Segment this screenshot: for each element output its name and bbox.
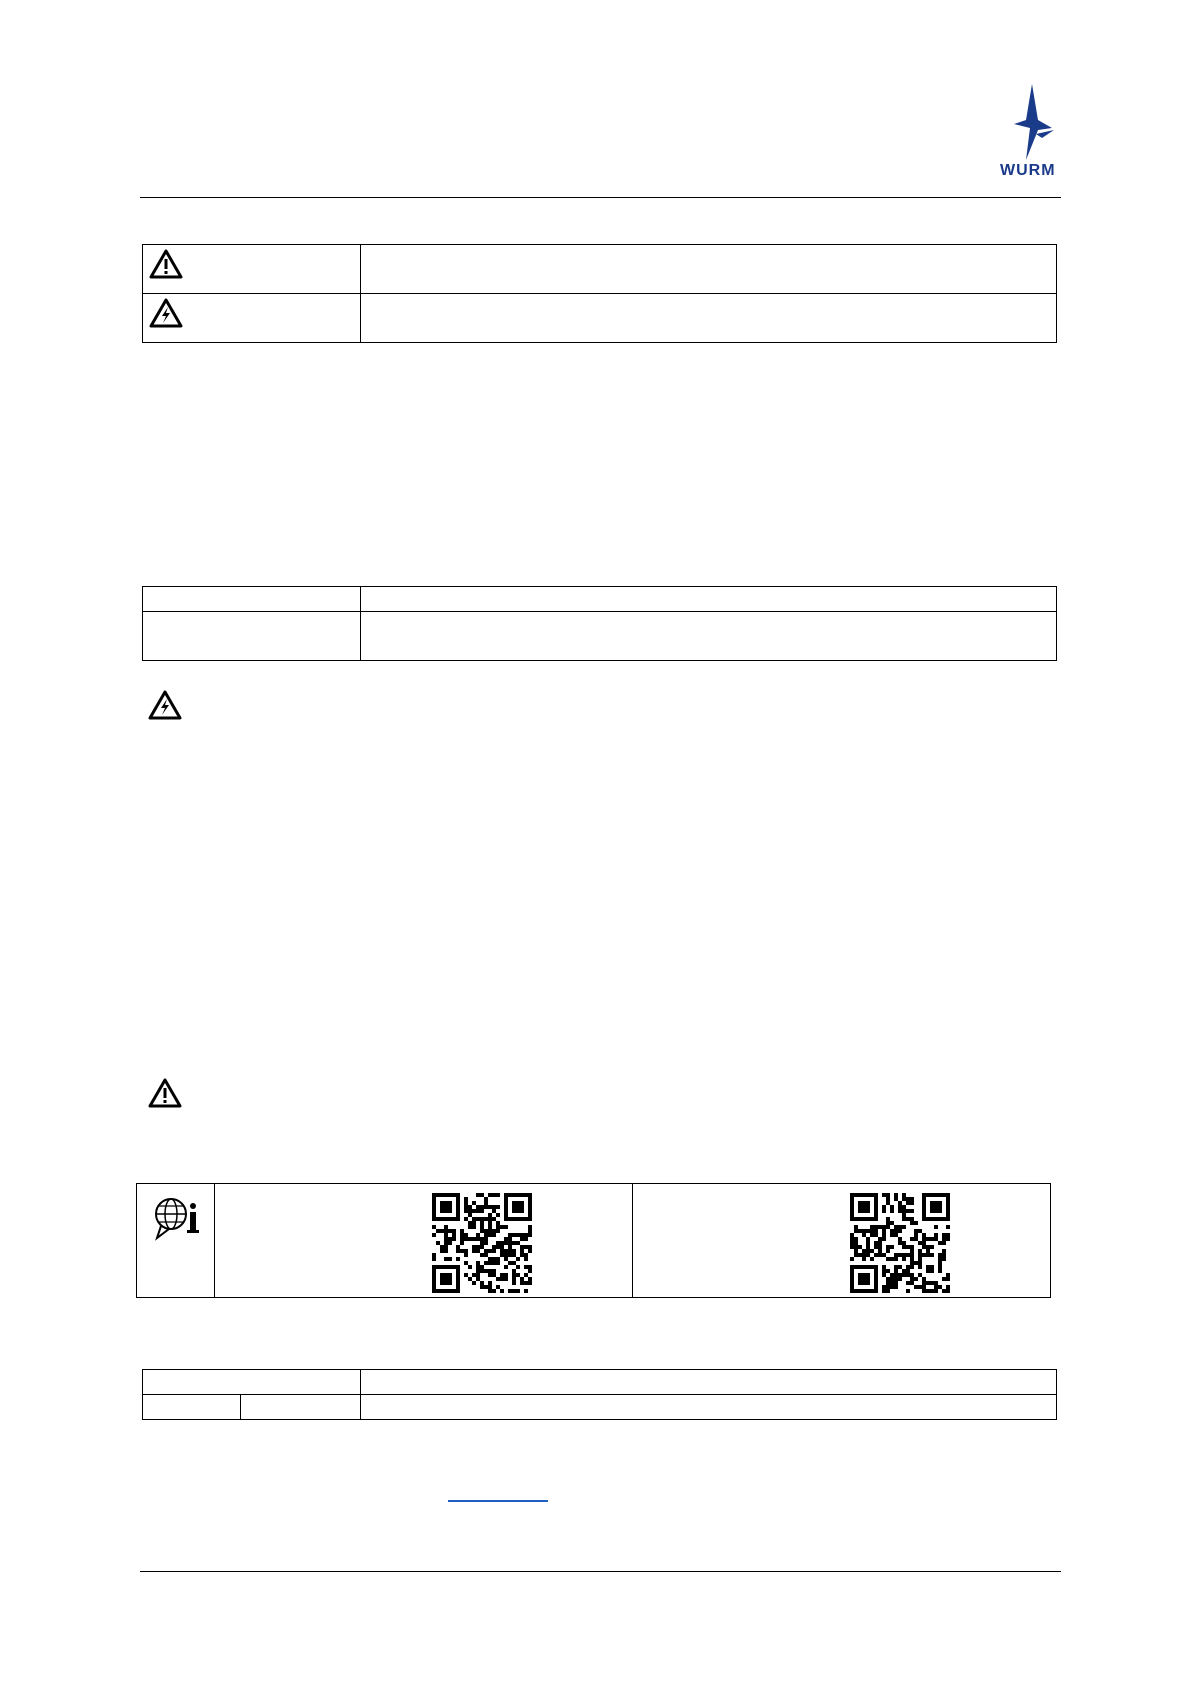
info-icon-cell	[137, 1184, 215, 1298]
globe-info-icon	[151, 1194, 201, 1242]
description-cell	[361, 245, 1057, 294]
qr-code-icon[interactable]	[850, 1193, 950, 1293]
hyperlink[interactable]	[448, 1500, 548, 1502]
table-row	[143, 587, 1057, 612]
info-table	[142, 586, 1057, 661]
warning-triangle-icon	[148, 1078, 182, 1108]
warning-symbols-table	[142, 244, 1057, 343]
table-row	[143, 294, 1057, 343]
symbol-cell	[143, 245, 361, 294]
electrical-warning-block	[148, 690, 182, 725]
table-cell	[361, 587, 1057, 612]
qr-code-icon[interactable]	[432, 1193, 532, 1293]
qr-cell-left	[215, 1184, 633, 1298]
electrical-hazard-icon	[149, 298, 183, 328]
table-cell	[241, 1395, 361, 1420]
spec-table	[142, 1369, 1057, 1420]
table-cell	[361, 612, 1057, 661]
header-rule	[140, 197, 1061, 198]
wurm-logo-text: WURM	[1000, 162, 1056, 179]
table-cell	[143, 612, 361, 661]
table-cell	[143, 1370, 361, 1395]
table-cell	[361, 1395, 1057, 1420]
footer-rule	[140, 1571, 1061, 1572]
table-row	[143, 612, 1057, 661]
table-cell	[143, 1395, 241, 1420]
symbol-cell	[143, 294, 361, 343]
table-row	[143, 245, 1057, 294]
table-row	[143, 1370, 1057, 1395]
electrical-hazard-icon	[148, 690, 182, 720]
description-cell	[361, 294, 1057, 343]
qr-cell-right	[633, 1184, 1051, 1298]
table-row	[143, 1395, 1057, 1420]
table-cell	[361, 1370, 1057, 1395]
warning-triangle-icon	[149, 249, 183, 279]
general-warning-block	[148, 1078, 182, 1113]
table-cell	[143, 587, 361, 612]
